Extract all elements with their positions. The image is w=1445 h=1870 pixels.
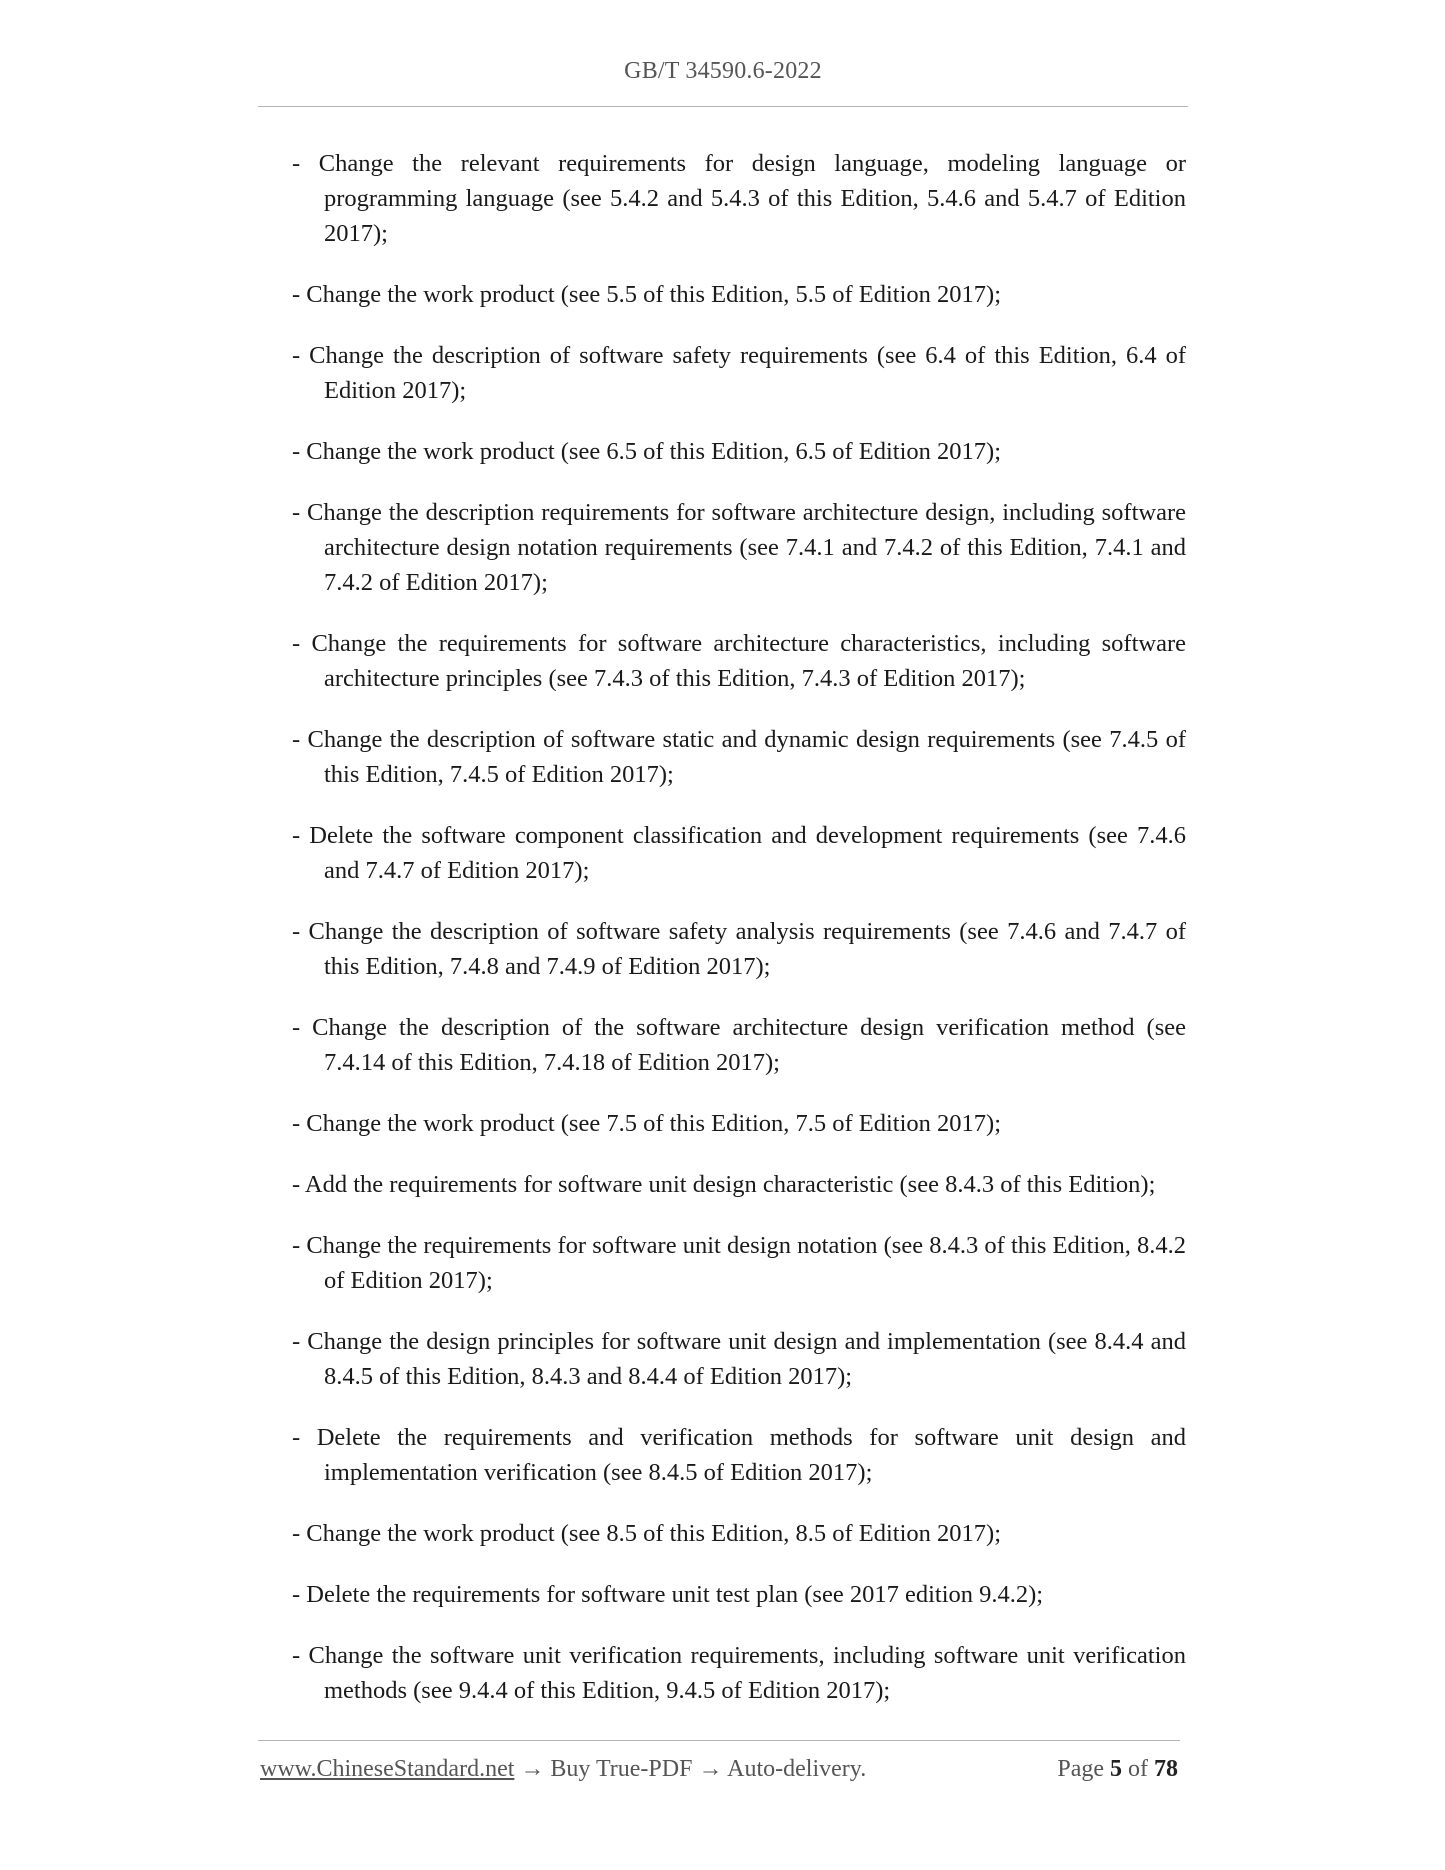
buy-text: Buy True-PDF <box>550 1756 693 1782</box>
delivery-text: Auto-delivery. <box>727 1756 867 1782</box>
list-item: - Change the work product (see 6.5 of this Edition, 6.5 of Edition 2017); <box>292 438 1002 465</box>
list-item: - Change the requirements for software architecture characteristics, including software architecture principles (see 7.4.3 of this Edition, 7.4.3 of Edition 2017); <box>292 630 1186 692</box>
arrow-right-icon: → <box>520 1756 545 1782</box>
header-divider <box>258 106 1188 107</box>
footer-divider <box>258 1740 1180 1741</box>
page-total: 78 <box>1154 1756 1178 1782</box>
footer-promo <box>260 1756 866 1783</box>
list-item: - Change the description requirements for software architecture design, including software architecture design notation requirements (see 7.4.1 and 7.4.2 of this Edition, 7.4.1 and 7.4.2 of Edition 2017); <box>292 499 1186 596</box>
page-current: 5 <box>1110 1756 1122 1782</box>
list-item: - Change the description of software safety requirements (see 6.4 of this Edition, 6.4 of Edition 2017); <box>292 342 1186 404</box>
list-item: - Change the relevant requirements for design language, modeling language or programming language (see 5.4.2 and 5.4.3 of this Edition, 5.4.6 and 5.4.7 of Edition 2017); <box>292 150 1186 247</box>
page-header: GB/T 34590.6-2022 <box>624 58 822 84</box>
list-item: - Change the description of the software architecture design verification method (see 7.4.14 of this Edition, 7.4.18 of Edition 2017); <box>292 1014 1186 1076</box>
of-word: of <box>1128 1756 1148 1782</box>
list-item: - Delete the requirements and verification methods for software unit design and implementation verification (see 8.4.5 of Edition 2017); <box>292 1424 1186 1486</box>
list-item: - Delete the software component classification and development requirements (see 7.4.6 and 7.4.7 of Edition 2017); <box>292 822 1186 884</box>
page-word: Page <box>1057 1756 1104 1782</box>
list-item: - Change the work product (see 7.5 of this Edition, 7.5 of Edition 2017); <box>292 1110 1002 1137</box>
list-item: - Delete the requirements for software unit test plan (see 2017 edition 9.4.2); <box>292 1581 1044 1608</box>
list-item: - Change the description of software safety analysis requirements (see 7.4.6 and 7.4.7 of this Edition, 7.4.8 and 7.4.9 of Edition 2017); <box>292 918 1186 980</box>
list-item: - Change the software unit verification requirements, including software unit verification methods (see 9.4.4 of this Edition, 9.4.5 of Edition 2017); <box>292 1642 1186 1704</box>
list-item: - Change the work product (see 8.5 of this Edition, 8.5 of Edition 2017); <box>292 1520 1002 1547</box>
arrow-right-icon: → <box>698 1756 723 1782</box>
list-item: - Change the requirements for software unit design notation (see 8.4.3 of this Edition, 8.4.2 of Edition 2017); <box>292 1232 1186 1294</box>
list-item: - Change the description of software static and dynamic design requirements (see 7.4.5 of this Edition, 7.4.5 of Edition 2017); <box>292 726 1186 788</box>
list-item: - Change the work product (see 5.5 of this Edition, 5.5 of Edition 2017); <box>292 281 1002 308</box>
page-number <box>1057 1756 1178 1783</box>
site-link[interactable]: www.ChineseStandard.net <box>260 1756 515 1782</box>
list-item: - Add the requirements for software unit design characteristic (see 8.4.3 of this Edition); <box>292 1171 1156 1198</box>
list-item: - Change the design principles for software unit design and implementation (see 8.4.4 and 8.4.5 of this Edition, 8.4.3 and 8.4.4 of Edition 2017); <box>292 1328 1186 1390</box>
change-list <box>292 146 1186 1734</box>
